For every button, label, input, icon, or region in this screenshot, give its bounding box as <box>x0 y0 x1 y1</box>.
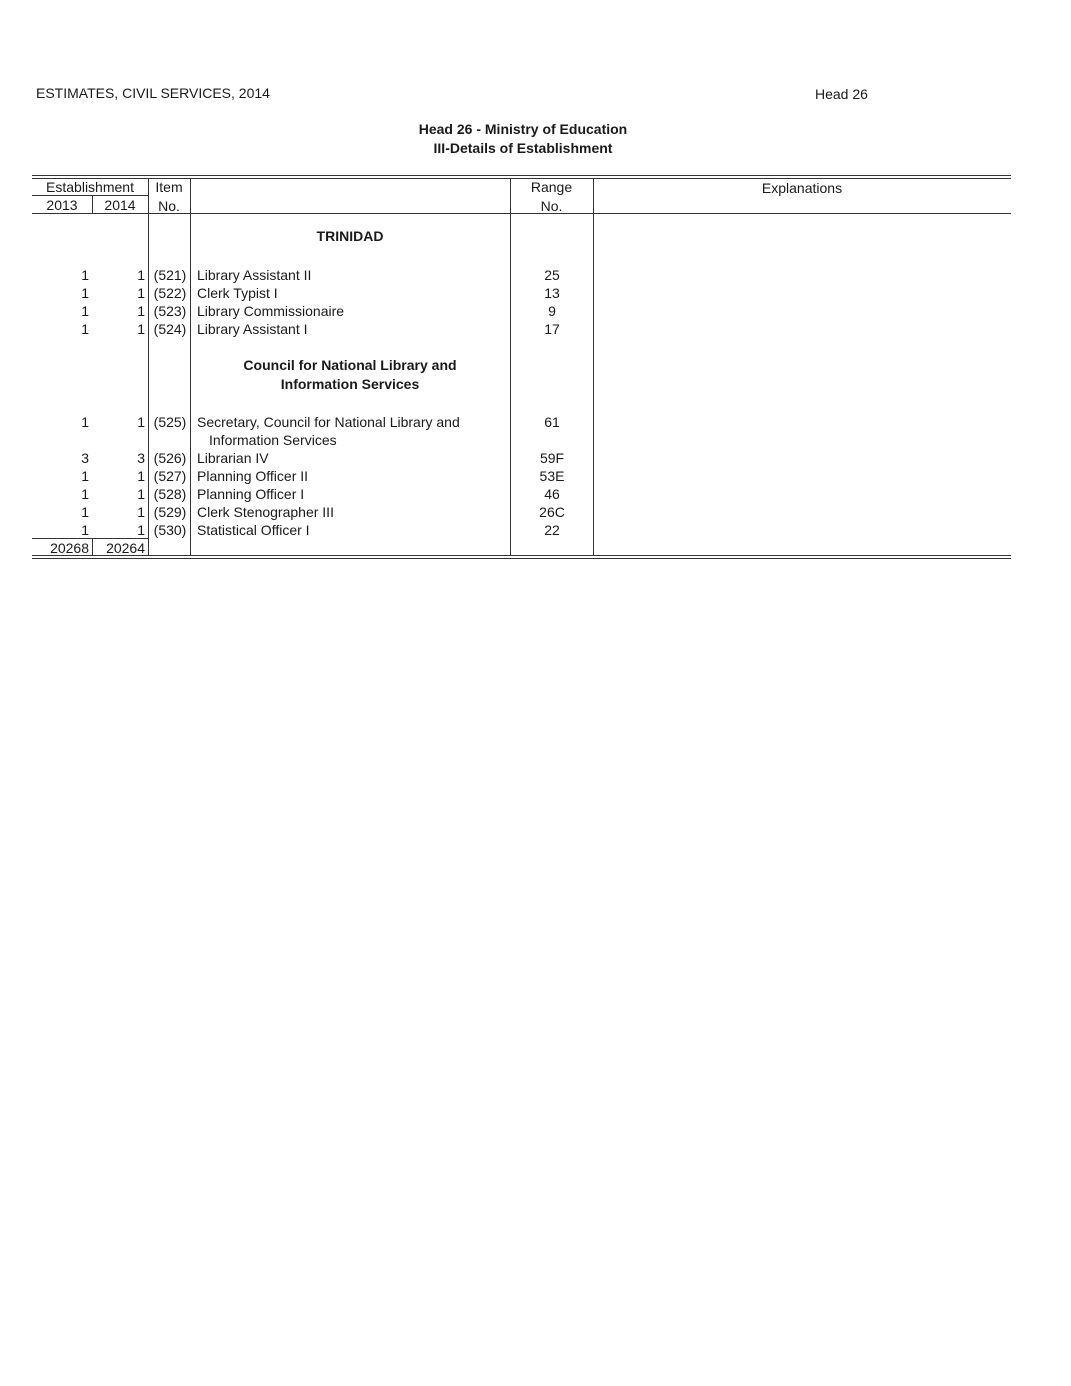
position-title: Librarian IV <box>197 450 269 466</box>
range-number: 22 <box>544 522 560 538</box>
establishment-2014: 1 <box>137 468 145 484</box>
position-title: Library Assistant I <box>197 321 308 337</box>
position-title: Planning Officer I <box>197 486 305 502</box>
table-bottom-rule <box>32 555 1011 559</box>
item-number: (522) <box>153 285 187 301</box>
col-item-no: No. <box>158 198 180 214</box>
total-2013: 20268 <box>50 540 89 556</box>
col-2013: 2013 <box>46 197 78 213</box>
range-number: 26C <box>539 504 565 520</box>
position-title: Statistical Officer I <box>197 522 310 538</box>
item-number: (524) <box>153 321 187 337</box>
establishment-2013: 1 <box>81 504 89 520</box>
position-title: Clerk Stenographer III <box>197 504 334 520</box>
position-title: Planning Officer II <box>197 468 309 484</box>
establishment-2013: 1 <box>81 285 89 301</box>
col-item: Item <box>155 179 183 195</box>
establishment-2013: 1 <box>81 303 89 319</box>
range-number: 59F <box>539 450 565 466</box>
establishment-2014: 1 <box>137 267 145 283</box>
range-number: 25 <box>544 267 560 283</box>
item-number: (530) <box>153 522 187 538</box>
establishment-2013: 1 <box>81 414 89 430</box>
establishment-2014: 1 <box>137 522 145 538</box>
item-number: (523) <box>153 303 187 319</box>
item-number: (527) <box>153 468 187 484</box>
establishment-2013: 1 <box>81 468 89 484</box>
establishment-2013: 1 <box>81 267 89 283</box>
establishment-2014: 1 <box>137 414 145 430</box>
establishment-2014: 1 <box>137 303 145 319</box>
position-title: Secretary, Council for National Library and <box>197 414 460 430</box>
item-number: (529) <box>153 504 187 520</box>
range-number: 9 <box>548 303 556 319</box>
section-heading-council-line2: Information Services <box>280 376 420 392</box>
range-number: 13 <box>544 285 560 301</box>
page-subtitle: III-Details of Establishment <box>433 140 613 156</box>
establishment-2014: 1 <box>137 321 145 337</box>
col-range: Range <box>530 179 573 195</box>
range-number: 53E <box>539 468 565 484</box>
explanations-column-rule <box>593 179 594 556</box>
range-number: 46 <box>544 486 560 502</box>
range-number: 17 <box>544 321 560 337</box>
col-explanations: Explanations <box>761 180 843 196</box>
establishment-2014: 1 <box>137 486 145 502</box>
position-title: Clerk Typist I <box>197 285 278 301</box>
col-2014: 2014 <box>104 197 136 213</box>
page-title: Head 26 - Ministry of Education <box>418 121 628 137</box>
establishment-2014: 1 <box>137 285 145 301</box>
col-range-no: No. <box>540 198 563 214</box>
establishment-2014: 3 <box>137 450 145 466</box>
position-title: Library Commissionaire <box>197 303 345 319</box>
item-column-rule <box>148 179 149 556</box>
establishment-2013: 1 <box>81 321 89 337</box>
item-number: (525) <box>153 414 187 430</box>
col-establishment: Establishment <box>46 179 134 195</box>
item-number: (528) <box>153 486 187 502</box>
establishment-2013: 3 <box>81 450 89 466</box>
page-header-right: Head 26 <box>815 86 868 102</box>
section-heading: TRINIDAD <box>316 228 384 244</box>
page-header-left: ESTIMATES, CIVIL SERVICES, 2014 <box>36 85 270 101</box>
position-title: Library Assistant II <box>197 267 312 283</box>
range-column-rule <box>510 179 511 556</box>
item-number: (521) <box>153 267 187 283</box>
establishment-2014: 1 <box>137 504 145 520</box>
section-heading-council: Council for National Library and <box>243 357 457 373</box>
total-2014: 20264 <box>106 540 145 556</box>
position-title-continued: Information Services <box>209 432 337 448</box>
range-number: 61 <box>544 414 560 430</box>
item-number: (526) <box>153 450 187 466</box>
establishment-2013: 1 <box>81 522 89 538</box>
establishment-2013: 1 <box>81 486 89 502</box>
